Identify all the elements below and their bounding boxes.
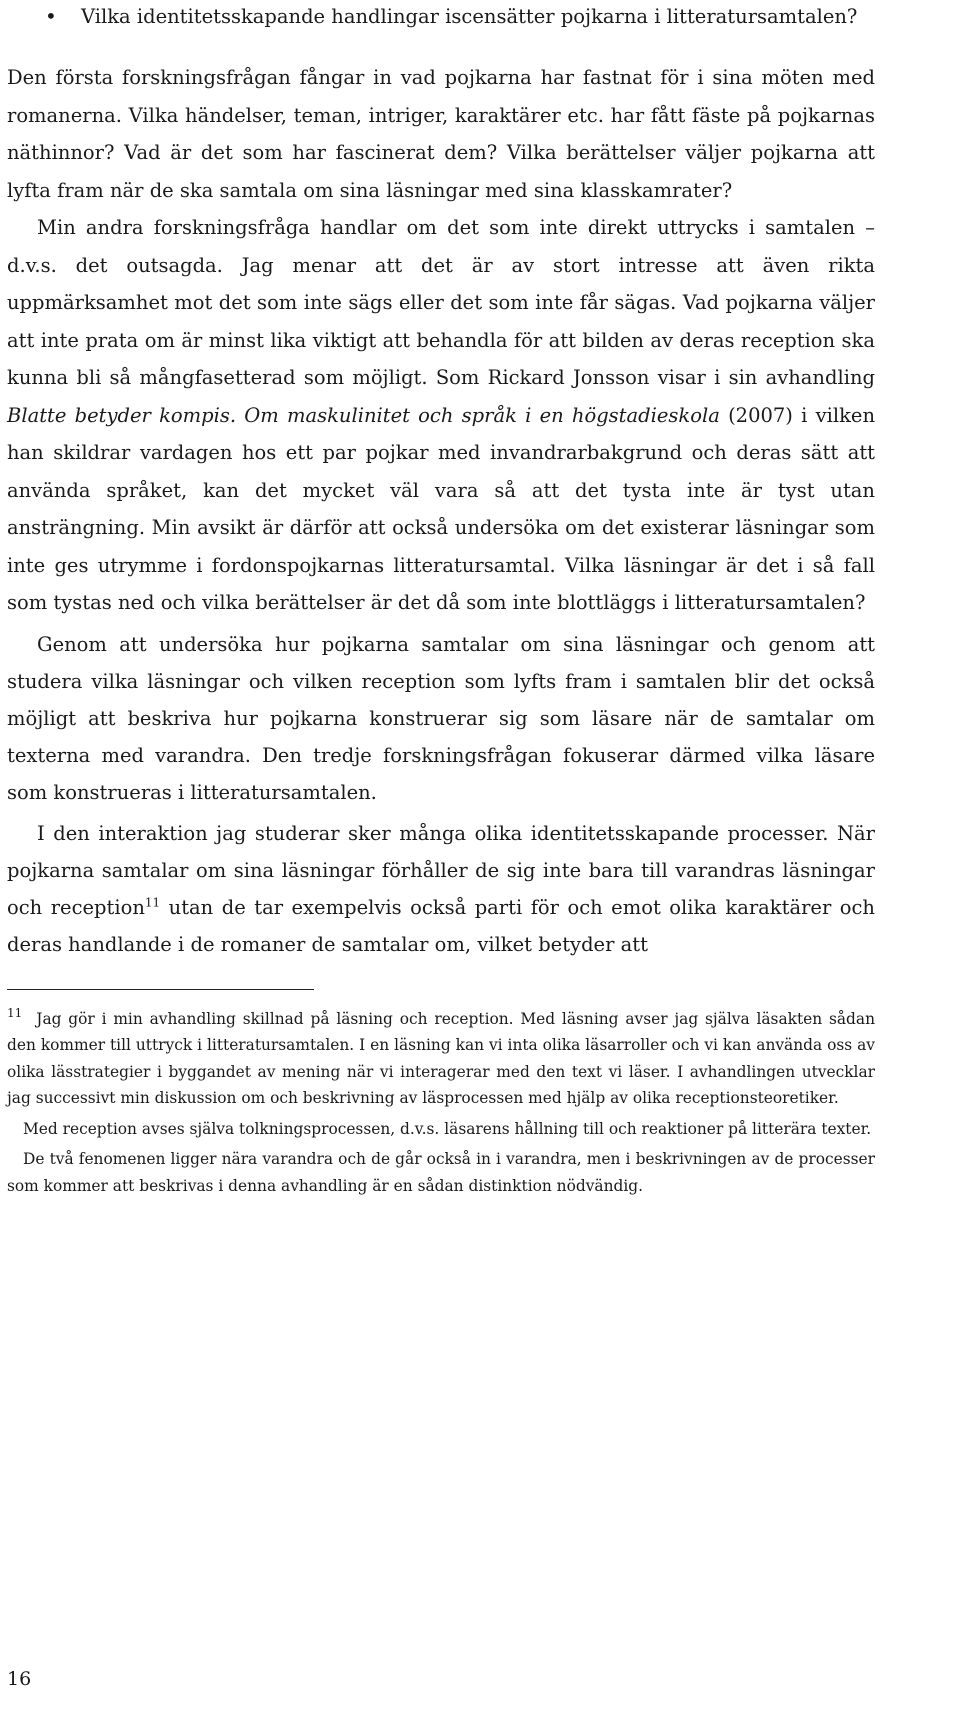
book-title: Blatte betyder kompis. — [7, 403, 237, 427]
book-subtitle: Om maskulinitet och språk i en högstadieskola — [244, 403, 720, 427]
footnote-11 — [7, 1006, 875, 1112]
footnote-reception: Med reception avses själva tolkningsprocessen, d.v.s. läsarens hållning till och reaktioner på litterära texter. — [23, 1119, 872, 1138]
paragraph-second-question — [7, 209, 875, 622]
bullet-icon: • — [45, 4, 57, 28]
paragraph-text: I den interaktion jag studerar sker många olika identitetsskapande processer. När pojkarna samtalar om sina läsningar förhåller de sig inte bara till varandras läsningar och reception — [7, 821, 875, 919]
paragraph-text: (2007) i vilken han skildrar vardagen hos ett par pojkar med invandrarbakgrund och deras sätt att använda språket, kan det mycket väl vara så att det tysta inte är tyst utan ansträngning. Min avsikt är därför att också undersöka om det existerar läsningar som inte ges utrymme i fordonspojkarnas litteratursamtal. Vilka läsningar är det i så fall som tystas ned och vilka berättelser är det då som inte blottläggs i litteratursamtalen? — [7, 403, 875, 614]
footnote-distinction: De två fenomenen ligger nära varandra och de går också in i varandra, men i beskrivningen av de processer som kommer att beskrivas i denna avhandling är en sådan distinktion nödvändig. — [7, 1150, 875, 1195]
page-number: 16 — [7, 1668, 32, 1690]
footnote-text: Jag gör i min avhandling skillnad på läsning och reception. Med läsning avser jag själva läsakten sådan den kommer till uttryck i litteratursamtalen. I en läsning kan vi inta olika läsarroller och vi kan använda oss av olika lässtrategier i byggandet av mening när vi interagerar med den text vi läser. I avhandlingen utvecklar jag successivt min diskussion om och beskrivning av läsprocessen med hjälp av olika receptionsteoretiker. — [7, 1009, 875, 1107]
paragraph-third-question: Genom att undersöka hur pojkarna samtalar om sina läsningar och genom att studera vilka läsningar och vilken reception som lyfts fram i samtalen blir det också möjligt att beskriva hur pojkarna konstruerar sig som läsare när de samtalar om texterna med varandra. Den tredje forskningsfrågan fokuserar därmed vilka läsare som konstrueras i litteratursamtalen. — [7, 632, 875, 804]
footnote-reference[interactable]: 11 — [144, 895, 161, 909]
footnote-number: 11 — [7, 1006, 23, 1021]
paragraph-interaction — [7, 815, 875, 963]
footnote-divider — [7, 989, 314, 990]
paragraph-text: Min andra forskningsfråga handlar om det som inte direkt uttrycks i samtalen – d.v.s. det outsagda. Jag menar att det är av stort intresse att även rikta uppmärksamhet mot det som inte sägs eller det som inte får sägas. Vad pojkarna väljer att inte prata om är minst lika viktigt att behandla för att bilden av deras reception ska kunna bli så mångfasetterad som möjligt. Som Rickard Jonsson visar i sin avhandling — [7, 216, 875, 389]
bullet-text: Vilka identitetsskapande handlingar iscensätter pojkarna i litteratursamtalen? — [81, 5, 858, 28]
paragraph-first-question: Den första forskningsfrågan fångar in vad pojkarna har fastnat för i sina möten med romanerna. Vilka händelser, teman, intriger, karaktärer etc. har fått fäste på pojkarnas näthinnor? Vad är det som har fascinerat dem? Vilka berättelser väljer pojkarna att lyfta fram när de ska samtala om sina läsningar med sina klasskamrater? — [7, 66, 875, 202]
research-question-bullet — [7, 0, 875, 33]
document-page — [7, 0, 875, 1199]
paragraph-text: utan de tar exempelvis också parti för och emot olika karaktärer och deras handlande i de romaner de samtalar om, vilket betyder att — [7, 895, 875, 956]
